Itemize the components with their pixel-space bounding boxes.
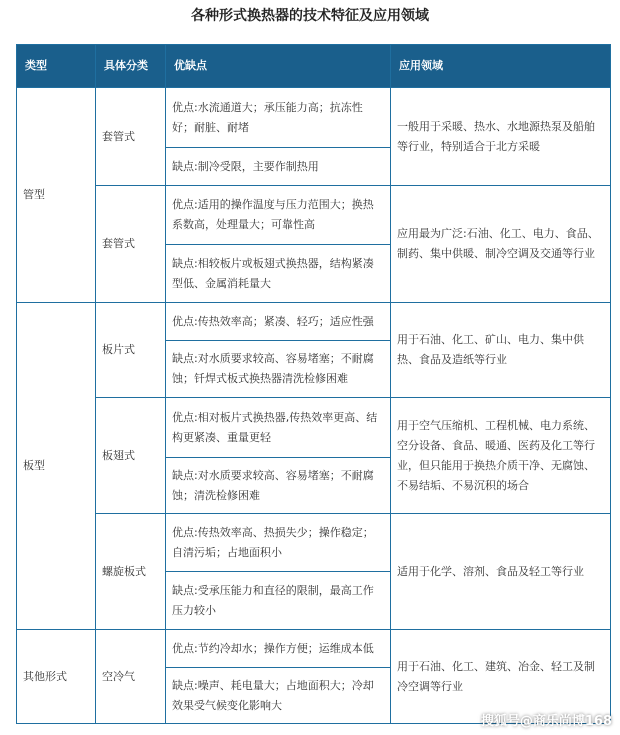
pros-cell: 优点:水流通道大；承压能力高；抗冻性好；耐脏、耐堵 [166,88,391,148]
type-cell: 板型 [17,303,96,630]
application-cell: 适用于化学、溶剂、食品及轻工等行业 [391,514,611,630]
cons-cell: 缺点:相较板片或板翅式换热器，结构紧凑型低、金属消耗量大 [166,245,391,303]
cons-cell: 缺点:受承压能力和直径的限制，最高工作压力较小 [166,572,391,630]
type-cell: 其他形式 [17,630,96,724]
header-application: 应用领域 [391,45,611,88]
pros-cell: 优点:传热效率高；紧凑、轻巧；适应性强 [166,303,391,341]
table-title: 各种形式换热器的技术特征及应用领域 [191,8,429,24]
table-row [17,186,611,245]
table-row [17,630,611,668]
header-subcategory: 具体分类 [96,45,166,88]
header-pros-cons: 优缺点 [166,45,391,88]
application-cell: 用于空气压缩机、工程机械、电力系统、空分设备、食品、暖通、医药及化工等行业，但只能用于换热介质干净、无腐蚀、不易结垢、不易沉积的场合 [391,398,611,514]
subcategory-cell: 空冷气 [96,630,166,724]
table-row [17,88,611,148]
table-row [17,398,611,458]
pros-cell: 优点:相对板片式换热器,传热效率更高、结构更紧凑、重量更轻 [166,398,391,458]
application-cell: 用于石油、化工、矿山、电力、集中供热、食品及造纸等行业 [391,303,611,398]
pros-cell: 优点:适用的操作温度与压力范围大；换热系数高，处理量大；可靠性高 [166,186,391,245]
application-cell: 一般用于采暖、热水、水地源热泵及船舶等行业，特别适合于北方采暖 [391,88,611,186]
table-row [17,303,611,341]
subcategory-cell: 板片式 [96,303,166,398]
source-watermark: 搜狐号@商乐尚博168 [480,714,612,729]
table-header-row [17,45,611,88]
header-type: 类型 [17,45,96,88]
subcategory-cell: 板翅式 [96,398,166,514]
cons-cell: 缺点:噪声、耗电量大；占地面积大；冷却效果受气候变化影响大 [166,668,391,724]
cons-cell: 缺点:对水质要求较高、容易堵塞；不耐腐蚀；钎焊式板式换热器清洗检修困难 [166,341,391,398]
heat-exchanger-table [16,44,611,724]
subcategory-cell: 套管式 [96,186,166,303]
subcategory-cell: 螺旋板式 [96,514,166,630]
subcategory-cell: 套管式 [96,88,166,186]
table-row [17,514,611,572]
type-cell: 管型 [17,88,96,303]
pros-cell: 优点:传热效率高、热损失少；操作稳定；自清污垢；占地面积小 [166,514,391,572]
pros-cell: 优点:节约冷却水；操作方便；运维成本低 [166,630,391,668]
application-cell: 应用最为广泛:石油、化工、电力、食品、制药、集中供暖、制冷空调及交通等行业 [391,186,611,303]
application-cell: 用于石油、化工、建筑、冶金、轻工及制冷空调等行业 [391,630,611,724]
cons-cell: 缺点:对水质要求较高、容易堵塞；不耐腐蚀；清洗检修困难 [166,458,391,514]
cons-cell: 缺点:制冷受限，主要作制热用 [166,148,391,186]
